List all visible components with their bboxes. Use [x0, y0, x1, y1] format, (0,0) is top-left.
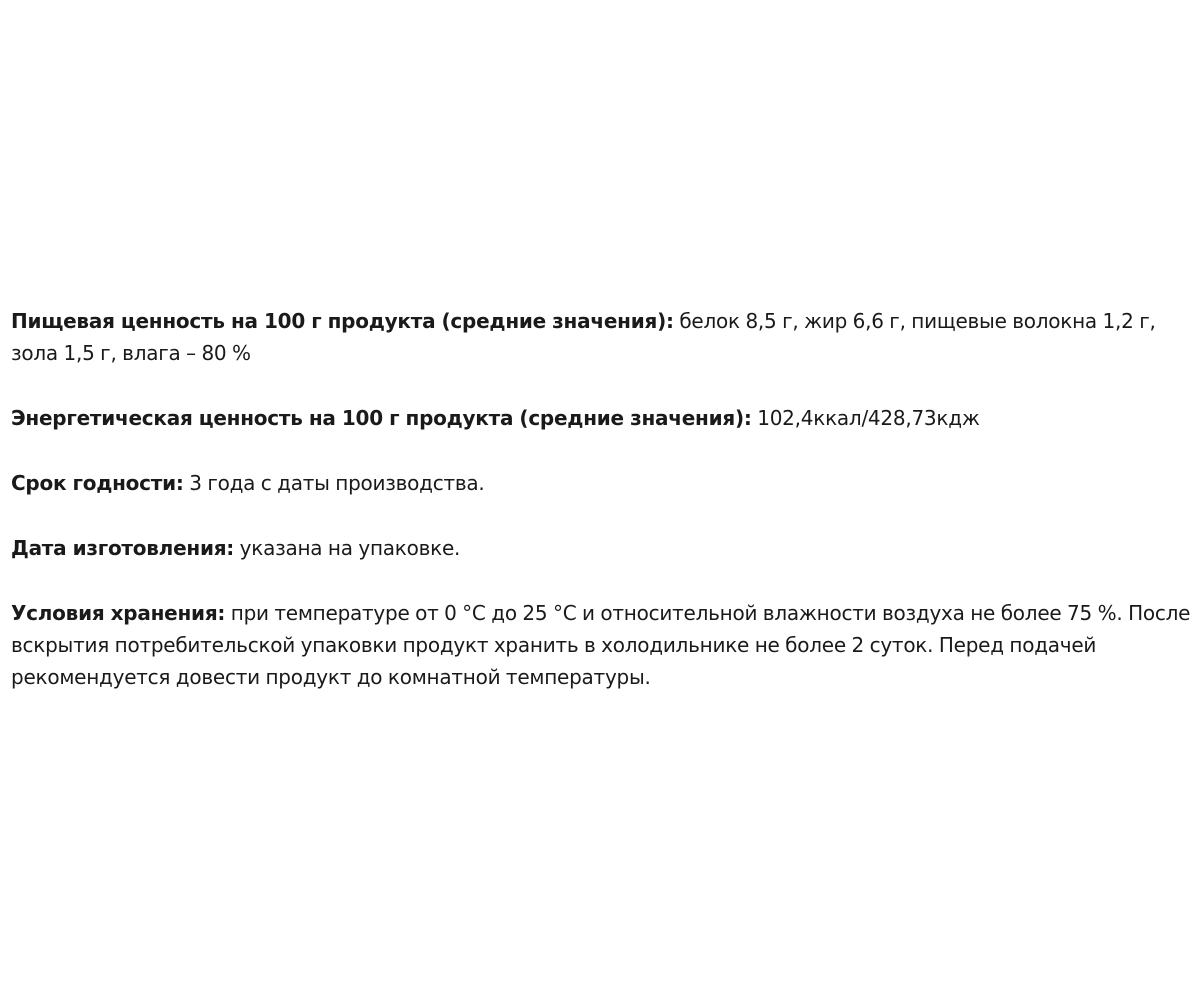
energy-value-label: Энергетическая ценность на 100 г продукта (средние значения):: [11, 406, 752, 430]
nutritional-value-paragraph: [11, 305, 1196, 369]
manufacture-date-label: Дата изготовления:: [11, 536, 235, 560]
shelf-life-text: 3 года с даты производства.: [183, 471, 485, 495]
shelf-life-label: Срок годности:: [11, 471, 184, 495]
shelf-life-paragraph: [11, 467, 1196, 499]
energy-value-paragraph: [11, 402, 1196, 434]
nutritional-value-label: Пищевая ценность на 100 г продукта (средние значения):: [11, 309, 674, 333]
manufacture-date-paragraph: [11, 532, 1196, 564]
energy-value-text: 102,4ккал/428,73кдж: [751, 406, 980, 430]
storage-conditions-label: Условия хранения:: [11, 601, 226, 625]
nutritional-value-text: белок 8,5 г, жир 6,6 г, пищевые волокна 1,2 г, зола 1,5 г, влага – 80 %: [11, 309, 1156, 365]
manufacture-date-text: указана на упаковке.: [234, 536, 461, 560]
storage-conditions-paragraph: [11, 597, 1196, 693]
storage-conditions-text: при температуре от 0 °С до 25 °С и относительной влажности воздуха не более 75 %. После вскрытия потребительской упаковки продукт хранить в холодильнике не более 2 суток. Перед подачей рекомендуется довести продукт до комнатной температуры.: [11, 601, 1191, 689]
product-info: [11, 305, 1196, 693]
